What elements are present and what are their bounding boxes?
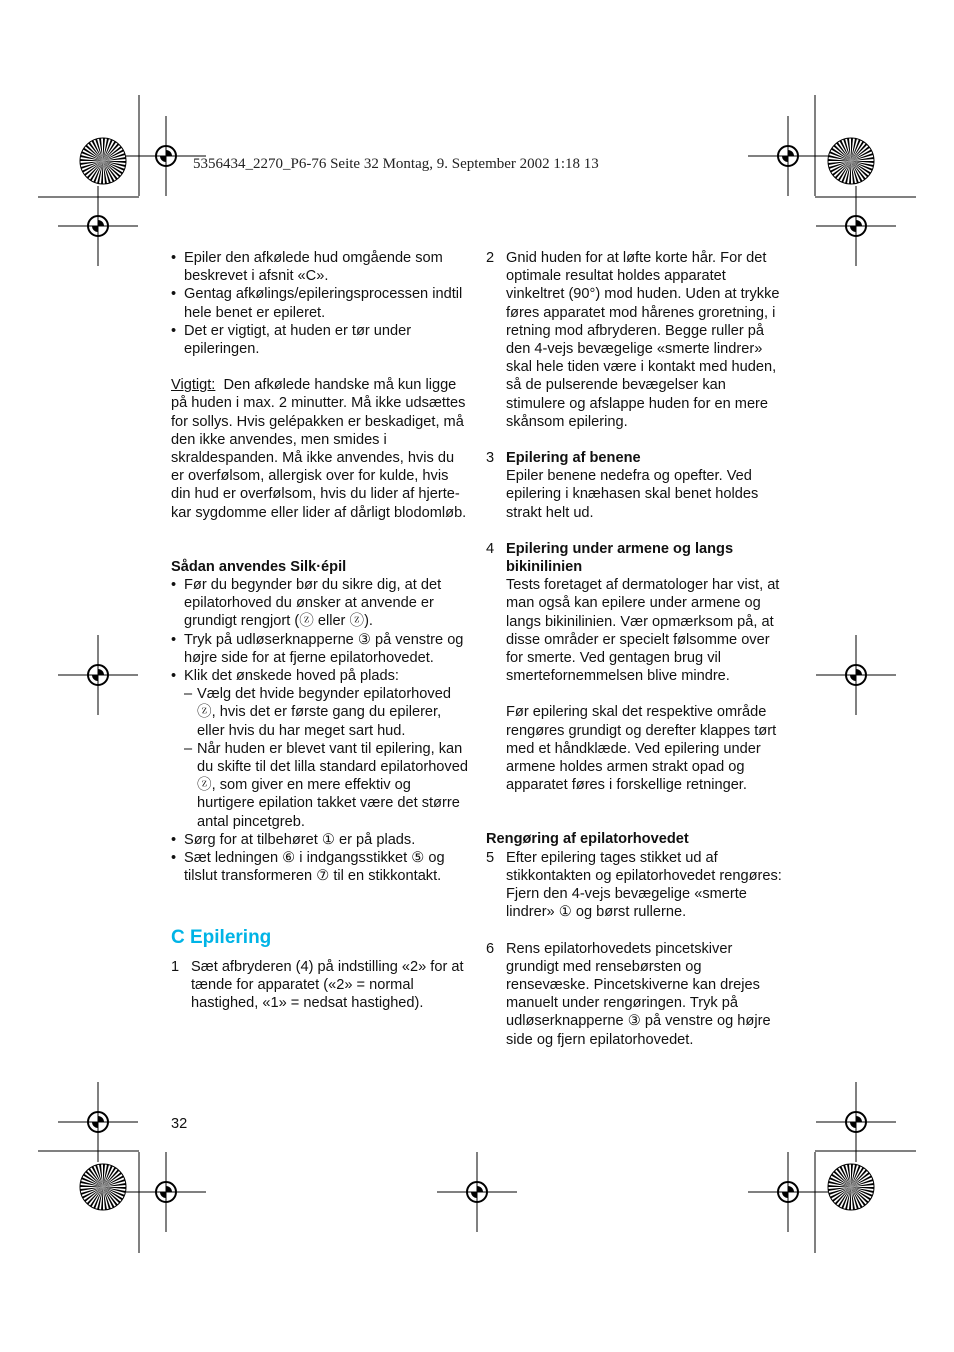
registration-mark-icon	[58, 186, 138, 266]
step-number: 6	[486, 940, 495, 957]
step-text: Efter epilering tages stikket ud af stikkontakten og epilatorhovedet rengøres:	[506, 849, 782, 884]
step-text: Gnid huden for at løfte korte hår. For det optimale resultat holdes apparatet vinkeltret (90°) mod huden. Uden at trykke føres apparatet mod hårenes groretning, i retning mod afbryderen. Begge ruller på den 4-vejs bevægelige «smerte lindrer» skal hele tiden være i kontakt med huden, så de pulserende bevægelser kan stimulere og afslappe huden for en mere skånsom epilering.	[506, 250, 780, 430]
page-number: 32	[171, 1116, 188, 1132]
registration-mark-icon	[748, 1152, 828, 1232]
step-number: 5	[486, 849, 495, 866]
list-item: • Før du begynder bør du sikre dig, at det epilatorhoved du ønsker at anvende er grundigt rengjort (ⓩ eller ⓩ).	[171, 576, 471, 631]
usage-heading: Sådan anvendes Silk·épil	[171, 558, 347, 575]
list-item: • Sæt ledningen ⑥ i indgangsstikket ⑤ og tilslut transformeren ⑦ til en stikkontakt.	[171, 849, 471, 885]
list-item: • Klik det ønskede hoved på plads:	[171, 667, 471, 685]
print-header: 5356434_2270_P6-76 Seite 32 Montag, 9. September 2002 1:18 13	[193, 156, 599, 172]
left-column	[171, 249, 471, 1012]
registration-mark-icon	[748, 116, 828, 196]
step-text: Epiler benene nedefra og opefter. Ved epilering i knæhasen skal benet holdes strakt helt ud.	[506, 468, 759, 521]
step-text: Fjern den 4-vejs bevægelige «smerte lindrer» ① og børst rullerne.	[506, 886, 747, 921]
list-item: – Når huden er blevet vant til epilering, kan du skifte til det lilla standard epilatorhoved ⓩ, som giver en mere effektiv og hurtigere epilation takket være det større antal pincetgreb.	[171, 740, 471, 831]
registration-mark-icon	[437, 1152, 517, 1232]
step-heading: Epilering af benene	[506, 450, 641, 467]
registration-mark-icon	[58, 635, 138, 715]
step-text: Sæt afbryderen (4) på indstilling «2» for at tænde for apparatet («2» = normal hastighed, «1» = nedsat hastighed).	[191, 958, 464, 1011]
starburst-mark-icon	[80, 1164, 126, 1210]
right-column	[486, 249, 786, 1049]
cleaning-heading: Rengøring af epilatorhovedet	[486, 831, 689, 848]
registration-mark-icon	[816, 1082, 896, 1162]
list-item: • Tryk på udløserknapperne ③ på venstre og højre side for at fjerne epilatorhovedet.	[171, 631, 471, 667]
registration-mark-icon	[816, 635, 896, 715]
registration-mark-icon	[126, 1152, 206, 1232]
step-heading: Epilering under armene og langs bikinilinien	[506, 540, 734, 576]
step-text: Før epilering skal det respektive område rengøres grundigt og derefter klappes tørt med et håndklæde. Ved epilering under armene holdes armen strakt opad og apparatet føres i forskellige retninger.	[506, 704, 777, 794]
step-4	[486, 540, 786, 795]
step-text: Tests foretaget af dermatologer har vist, at man også kan epilere under armene og langs bikinilinien. Vær opmærksom på, at disse områder er specielt følsomme over for smerte. Ved gentagen brug vil smertefornemmelsen blive mindre.	[506, 577, 780, 685]
step-3	[486, 449, 786, 522]
starburst-mark-icon	[80, 138, 126, 184]
important-label: Vigtigt:	[171, 377, 216, 394]
step-number: 3	[486, 450, 495, 467]
section-title: C Epilering	[171, 926, 272, 948]
step-number: 2	[486, 250, 495, 266]
important-note	[171, 376, 471, 522]
list-item: • Det er vigtigt, at huden er tør under epileringen.	[171, 322, 471, 358]
starburst-mark-icon	[828, 1164, 874, 1210]
list-item: • Gentag afkølings/epileringsprocessen indtil hele benet er epileret.	[171, 285, 471, 321]
step-2	[486, 249, 786, 431]
registration-mark-icon	[58, 1082, 138, 1162]
step-6	[486, 940, 786, 1049]
important-text: Den afkølede handske må kun ligge på huden i max. 2 minutter. Må ikke udsættes for sollys. Hvis gelépakken er beskadiget, må den ikke anvendes, men smides i skraldespanden. Må ikke anvendes, hvis du er overfølsom, allergisk over for kulde, hvis din hud er overfølsom, hvis du lider af hjerte-kar sygdomme eller lider af dårligt blodomløb.	[171, 377, 467, 521]
starburst-mark-icon	[828, 138, 874, 184]
list-item: – Vælg det hvide begynder epilatorhoved ⓩ, hvis det er første gang du epilerer, eller hvis du har meget sart hud.	[171, 685, 471, 740]
step-number: 4	[486, 540, 495, 557]
step-text: Rens epilatorhovedets pincetskiver grundigt med rensebørsten og rensevæske. Pincetskiverne kan drejes manuelt under rengøringen. Tryk på udløserknapperne ③ på venstre og højre side og fjern epilatorhovedet.	[506, 940, 771, 1048]
step-1	[171, 958, 471, 1013]
step-number: 1	[171, 958, 180, 975]
registration-mark-icon	[816, 186, 896, 266]
step-5	[486, 849, 786, 922]
list-item: • Epiler den afkølede hud omgående som beskrevet i afsnit «C».	[171, 249, 471, 285]
list-item: • Sørg for at tilbehøret ① er på plads.	[171, 831, 471, 849]
